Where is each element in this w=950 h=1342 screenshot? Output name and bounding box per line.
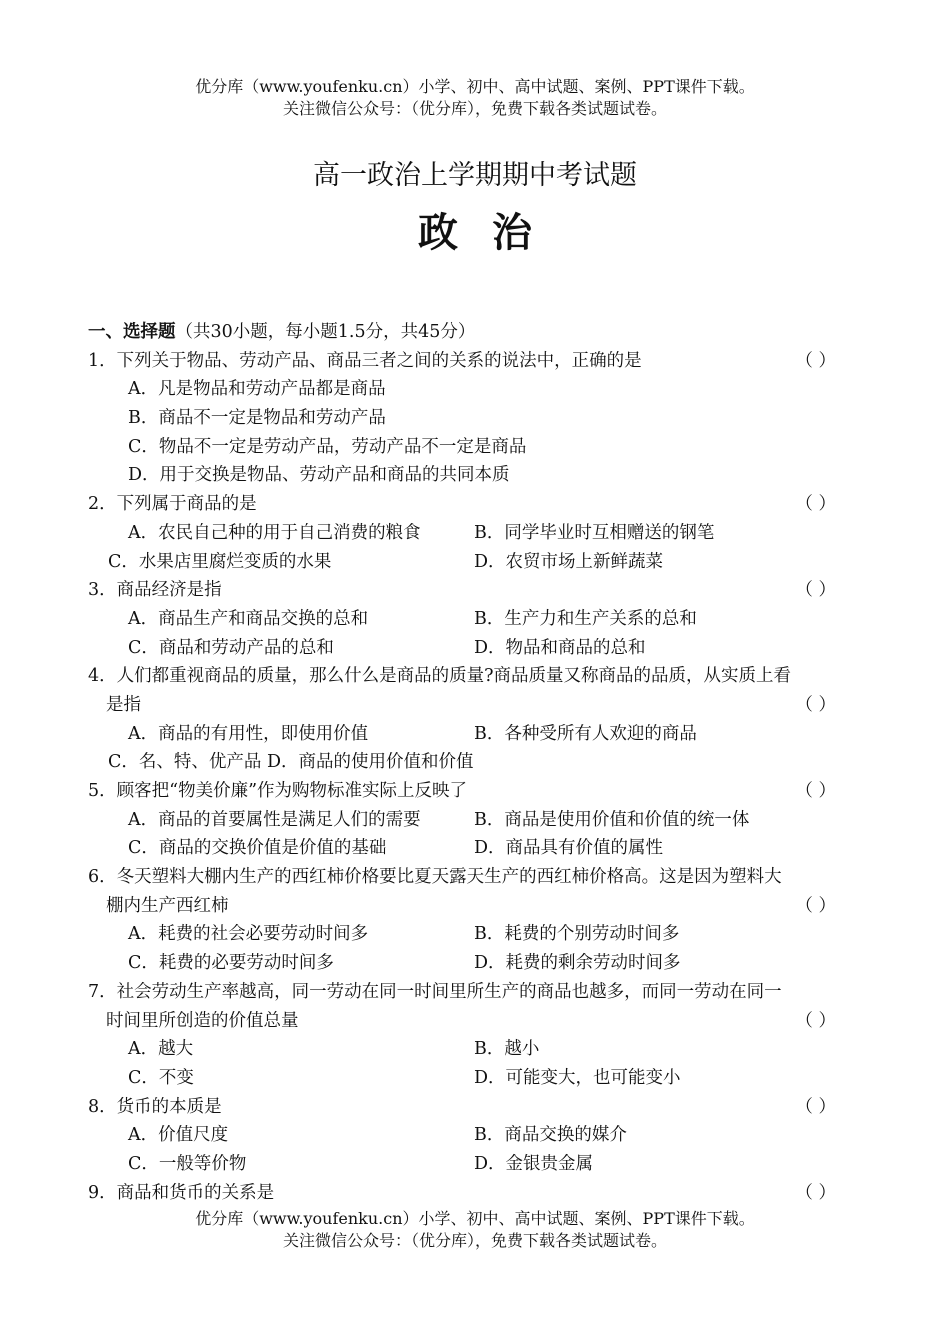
option-text: B．生产力和生产关系的总和	[474, 608, 697, 629]
section-label: 一、选择题	[88, 322, 176, 342]
header-line-1: 优分库（www.youfenku.cn）小学、初中、高中试题、案例、PPT课件下载。	[195, 77, 755, 96]
option-text: C．商品和劳动产品的总和	[128, 637, 334, 658]
option-text: C．水果店里腐烂变质的水果	[108, 551, 332, 572]
section-note: （共30小题，每小题1.5分，共45分）	[175, 322, 476, 342]
question-text: 时间里所创造的价值总量	[106, 1010, 299, 1031]
question-1-option-a	[88, 375, 868, 404]
answer-bracket: （ ）	[795, 1096, 836, 1117]
footer-banner	[0, 1208, 950, 1252]
subject-heading: 政治	[418, 209, 566, 256]
question-text: 3．商品经济是指	[88, 580, 222, 601]
option-text: D．耗费的剩余劳动时间多	[474, 953, 681, 974]
option-text: D．物品和商品的总和	[474, 637, 646, 658]
option-text: B．越小	[474, 1039, 540, 1060]
question-text: 是指	[106, 694, 141, 715]
answer-bracket: （ ）	[795, 895, 836, 916]
question-3-options-ab	[88, 605, 868, 634]
option-text: A．商品的首要属性是满足人们的需要	[128, 809, 421, 830]
question-4-options-cd	[88, 748, 868, 777]
option-text: D．农贸市场上新鲜蔬菜	[474, 551, 664, 572]
question-4-options-ab	[88, 720, 868, 749]
question-2-stem	[88, 490, 868, 519]
option-text: C．耗费的必要劳动时间多	[128, 953, 334, 974]
answer-bracket: （ ）	[795, 781, 836, 801]
question-text: 6．冬天塑料大棚内生产的西红柿价格要比夏天露天生产的西红柿价格高。这是因为塑料大	[88, 867, 782, 888]
question-text: 5．顾客把“物美价廉”作为购物标准实际上反映了	[88, 781, 468, 801]
option-text: D．用于交换是物品、劳动产品和商品的共同本质	[128, 465, 510, 486]
option-text: A．越大	[128, 1039, 194, 1060]
question-text: 4．人们都重视商品的质量，那么什么是商品的质量?商品质量又称商品的品质，从实质上看	[88, 666, 792, 687]
question-7-stem-cont	[88, 1007, 868, 1036]
question-1-option-b	[88, 404, 868, 433]
option-text: C．不变	[128, 1067, 194, 1088]
question-5-options-ab	[88, 806, 868, 835]
question-5-stem	[88, 777, 868, 806]
answer-bracket: （ ）	[795, 350, 836, 371]
question-text: 1．下列关于物品、劳动产品、商品三者之间的关系的说法中，正确的是	[88, 350, 642, 371]
question-9-stem	[88, 1179, 868, 1208]
option-text: A．耗费的社会必要劳动时间多	[128, 924, 369, 945]
option-text: D．可能变大，也可能变小	[474, 1067, 681, 1088]
option-text: A．商品生产和商品交换的总和	[128, 608, 369, 629]
option-text: C．物品不一定是劳动产品，劳动产品不一定是商品	[128, 436, 527, 457]
exam-body	[88, 318, 868, 1207]
option-text: A．凡是物品和劳动产品都是商品	[128, 379, 386, 400]
question-2-options-ab	[88, 519, 868, 548]
option-text: A．农民自己种的用于自己消费的粮食	[128, 522, 421, 543]
section-heading	[88, 318, 868, 347]
question-7-stem	[88, 978, 868, 1007]
question-8-stem	[88, 1093, 868, 1122]
question-5-options-cd	[88, 834, 868, 863]
exam-title: 高一政治上学期期中考试题	[313, 160, 637, 191]
question-3-stem	[88, 576, 868, 605]
option-text: A．价值尺度	[128, 1125, 229, 1146]
question-2-options-cd	[88, 548, 868, 577]
question-6-stem	[88, 863, 868, 892]
question-text: 2．下列属于商品的是	[88, 494, 257, 515]
question-text: 棚内生产西红柿	[106, 895, 229, 916]
question-1-option-c	[88, 433, 868, 462]
question-8-options-ab	[88, 1121, 868, 1150]
option-text: C．商品的交换价值是价值的基础	[128, 838, 387, 859]
option-text: D．商品具有价值的属性	[474, 838, 664, 859]
option-text: B．商品不一定是物品和劳动产品	[128, 408, 386, 429]
option-text: B．商品交换的媒介	[474, 1125, 627, 1146]
answer-bracket: （ ）	[795, 694, 836, 715]
option-text: B．各种受所有人欢迎的商品	[474, 723, 697, 744]
question-4-stem	[88, 662, 868, 691]
answer-bracket: （ ）	[795, 580, 836, 601]
question-7-options-ab	[88, 1035, 868, 1064]
question-text: 8．货币的本质是	[88, 1096, 222, 1117]
option-text: B．商品是使用价值和价值的统一体	[474, 809, 750, 830]
question-7-options-cd	[88, 1064, 868, 1093]
answer-bracket: （ ）	[795, 1182, 836, 1203]
footer-line-2: 关注微信公众号：（优分库），免费下载各类试题试卷。	[282, 1231, 667, 1250]
answer-bracket: （ ）	[795, 1010, 836, 1031]
option-text: C．一般等价物	[128, 1153, 247, 1174]
question-6-stem-cont	[88, 892, 868, 921]
option-text: C．名、特、优产品 D．商品的使用价值和价值	[108, 752, 474, 773]
option-text: B．耗费的个别劳动时间多	[474, 924, 680, 945]
header-line-2: 关注微信公众号：（优分库），免费下载各类试题试卷。	[282, 99, 667, 118]
question-8-options-cd	[88, 1150, 868, 1179]
footer-line-1: 优分库（www.youfenku.cn）小学、初中、高中试题、案例、PPT课件下载。	[195, 1209, 755, 1228]
question-text: 7．社会劳动生产率越高，同一劳动在同一时间里所生产的商品也越多，而同一劳动在同一	[88, 981, 782, 1002]
question-6-options-ab	[88, 920, 868, 949]
question-text: 9．商品和货币的关系是	[88, 1182, 275, 1203]
header-banner	[0, 76, 950, 120]
answer-bracket: （ ）	[795, 494, 836, 515]
question-3-options-cd	[88, 634, 868, 663]
option-text: B．同学毕业时互相赠送的钢笔	[474, 522, 715, 543]
option-text: A．商品的有用性，即使用价值	[128, 723, 369, 744]
question-6-options-cd	[88, 949, 868, 978]
option-text: D．金银贵金属	[474, 1153, 594, 1174]
question-1-option-d	[88, 461, 868, 490]
question-4-stem-cont	[88, 691, 868, 720]
question-1-stem	[88, 347, 868, 376]
